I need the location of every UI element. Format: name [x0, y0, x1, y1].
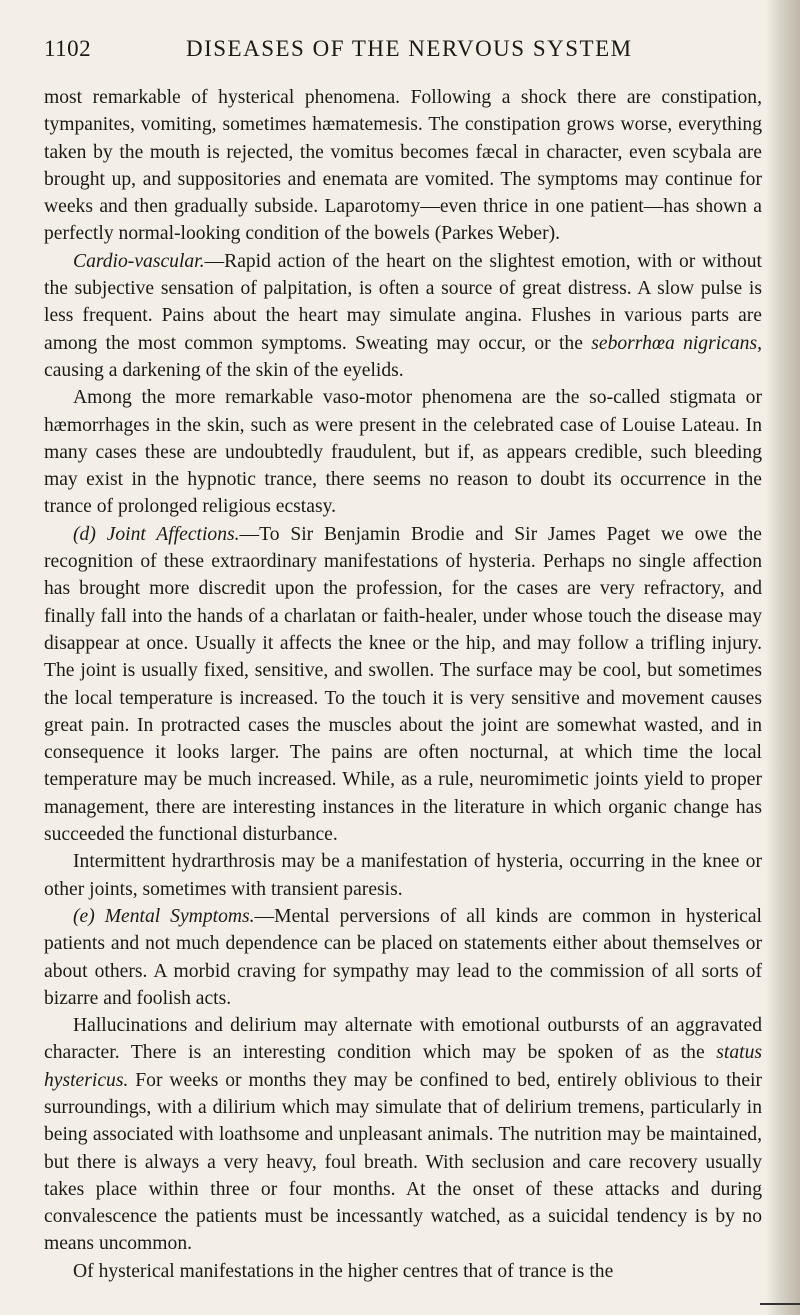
paragraph-text-end: For weeks or months they may be confined to bed, entirely oblivious to their surroundings, with a dilirium which may simulate that of delirium tremens, particularly in being associated with loathsome and unpleasant animals. The nutrition may be maintained, but there is always a very heavy, foul breath. With seclusion and care recovery usually takes place within three or four months. At the onset of these attacks and during convalescence the patients must be incessantly watched, as a suicidal tendency is by no means uncommon.	[44, 1069, 762, 1255]
paragraph-hydrarthrosis: Intermittent hydrarthrosis may be a manifestation of hysteria, occurring in the knee or other joints, sometimes with transient paresis.	[44, 851, 762, 900]
page-header	[44, 36, 762, 66]
paragraph-text-end: causing a darkening of the skin of the eyelids.	[44, 359, 404, 381]
paragraph-text: —Rapid action of the heart on the slightest emotion, with or without the subjective sensation of palpitation, is often a source of great distress. A slow pulse is less frequent. Pains about the heart may simulate angina. Flushes in various parts are among the most common symptoms. Sweating may occur, or the	[44, 250, 762, 354]
page-number: 1102	[44, 36, 92, 61]
running-title: DISEASES OF THE NERVOUS SYSTEM	[186, 36, 633, 61]
paragraph-text: Hallucinations and delirium may alternate with emotional outbursts of an aggravated character. There is an interesting condition which may be spoken of as the	[44, 1015, 762, 1064]
paragraph-joint-affections	[44, 521, 762, 849]
term-status-hystericus: status hystericus.	[44, 1042, 762, 1091]
section-label-joint-affections: (d) Joint Affections.	[73, 523, 240, 545]
section-label-mental-symptoms: (e) Mental Symptoms.	[73, 905, 255, 927]
paragraph-mental-symptoms	[44, 903, 762, 1012]
paragraph-stigmata: Among the more remarkable vaso-motor phenomena are the so-called stigmata or hæmorrhages in the skin, such as were present in the celebrated case of Louise Lateau. In many cases these are undoubtedly fraudulent, but if, as appears credible, such bleeding may exist in the hypnotic trance, there seems no reason to doubt its occurrence in the trance of prolonged religious ecstasy.	[44, 387, 762, 518]
paragraph-text: —To Sir Benjamin Brodie and Sir James Paget we owe the recognition of these extraordinary manifestations of hysteria. Perhaps no single affection has brought more discredit upon the profession, for the cases are very refractory, and finally fall into the hands of a charlatan or faith-healer, under whose touch the disease may disappear at once. Usually it affects the knee or the hip, and may follow a trifling injury. The joint is usually fixed, sensitive, and swollen. The surface may be cool, but sometimes the local temperature is increased. To the touch it is very sensitive and movement causes great pain. In protracted cases the muscles about the joint are somewhat wasted, and in consequence it looks larger. The pains are often nocturnal, at which time the local temperature may be much increased. While, as a rule, neuromimetic joints yield to proper management, there are interesting instances in the literature in which organic change has succeeded the functional disturbance.	[44, 523, 762, 846]
bottom-rule	[760, 1303, 800, 1305]
paragraph-hallucinations	[44, 1012, 762, 1258]
term-seborrhoea: seborrhœa nigricans,	[591, 332, 762, 354]
paragraph-trance: Of hysterical manifestations in the higher centres that of trance is the	[73, 1260, 614, 1282]
paragraph-text: —Mental perversions of all kinds are common in hysterical patients and not much dependence can be placed on statements either about themselves or about others. A morbid craving for sympathy may lead to the commission of all sorts of bizarre and foolish acts.	[44, 905, 762, 1009]
body-text	[44, 84, 762, 1285]
paragraph-cardio-vascular	[44, 248, 762, 384]
page-edge-shadow	[766, 0, 800, 1315]
section-label-cardio-vascular: Cardio-vascular.	[73, 250, 205, 272]
paragraph-constipation: most remarkable of hysterical phenomena. Following a shock there are constipation, tympanites, vomiting, sometimes hæmatemesis. The constipation grows worse, everything taken by the mouth is rejected, the vomitus becomes fæcal in character, even scybala are brought up, and suppositories and enemata are vomited. The symptoms may continue for weeks and then gradually subside. Laparotomy—even thrice in one patient—has shown a perfectly normal-looking condition of the bowels (Parkes Weber).	[44, 87, 762, 245]
